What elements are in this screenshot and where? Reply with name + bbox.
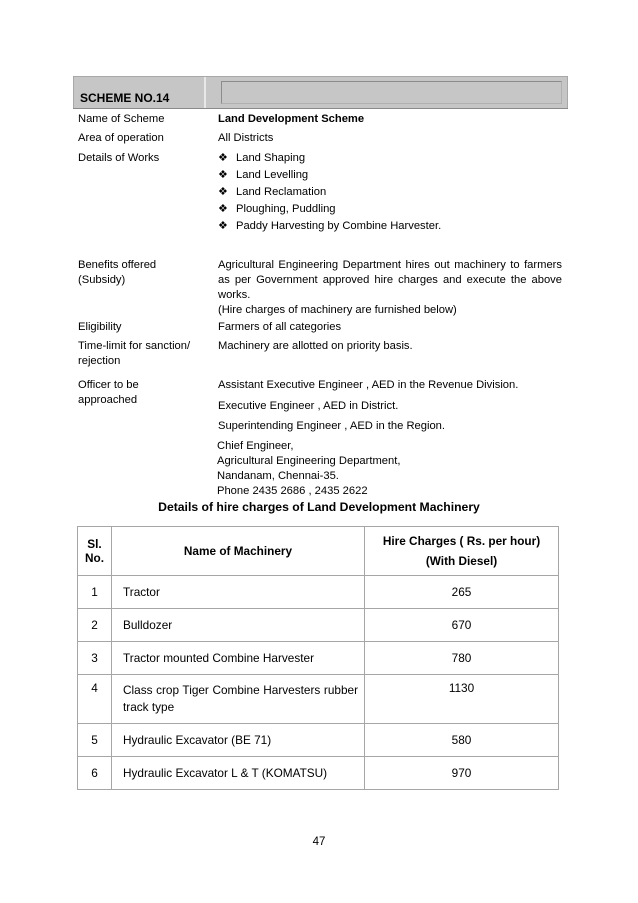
row-hire-charge: 580 [365,724,559,757]
table-row [78,675,559,724]
benefits-offered-label: Benefits offered (Subsidy) [78,259,157,286]
column-header-hire-charges: Hire Charges ( Rs. per hour) (With Diesel) [365,527,559,576]
list-item: ❖ Paddy Harvesting by Combine Harvester. [218,218,562,235]
area-of-operation-label: Area of operation [78,132,164,144]
row-sl-no: 1 [78,576,112,609]
row-machinery-name: Tractor [112,576,365,609]
hire-charges-title: Details of hire charges of Land Development Machinery [158,500,480,514]
chief-engineer-address: Chief Engineer, Agricultural Engineering Department, Nandanam, Chennai-35. Phone 2435 2686 , 2435 2622 [217,440,401,497]
name-of-scheme-label: Name of Scheme [78,113,165,125]
row-sl-no: 5 [78,724,112,757]
officer-label: Officer to be approached [78,379,139,406]
table-row [78,642,559,675]
row-hire-charge: 1130 [365,675,559,724]
time-limit-label: Time-limit for sanction/ rejection [78,340,191,367]
row-machinery-name: Hydraulic Excavator (BE 71) [112,724,365,757]
works-list [218,150,562,235]
diamond-bullet-icon: ❖ [218,203,228,215]
row-machinery-name: Class crop Tiger Combine Harvesters rubber track type [112,675,365,724]
table-row [78,757,559,790]
diamond-bullet-icon: ❖ [218,169,228,181]
row-sl-no: 4 [78,675,112,724]
row-hire-charge: 265 [365,576,559,609]
time-limit-value: Machinery are allotted on priority basis. [218,340,413,352]
row-sl-no: 3 [78,642,112,675]
eligibility-label: Eligibility [78,321,122,333]
diamond-bullet-icon: ❖ [218,152,228,164]
officer-line-ee: Executive Engineer , AED in District. [218,400,399,412]
header-divider [73,108,568,109]
table-row [78,609,559,642]
eligibility-value: Farmers of all categories [218,321,342,333]
table-header-row [78,527,559,576]
row-sl-no: 6 [78,757,112,790]
row-machinery-name: Hydraulic Excavator L & T (KOMATSU) [112,757,365,790]
hire-charges-table [77,526,559,790]
row-hire-charge: 970 [365,757,559,790]
benefits-offered-value: Agricultural Engineering Department hires out machinery to farmers as per Government approved hire charges and execute the above works. (Hire charges of machinery are furnished below) [218,259,562,316]
row-sl-no: 2 [78,609,112,642]
details-of-works-label: Details of Works [78,152,160,164]
table-row [78,576,559,609]
name-of-scheme-value: Land Development Scheme [218,113,365,125]
scheme-header-right-cell [221,81,562,104]
row-hire-charge: 670 [365,609,559,642]
column-header-sl-no: Sl. No. [78,527,112,576]
row-machinery-name: Tractor mounted Combine Harvester [112,642,365,675]
diamond-bullet-icon: ❖ [218,220,228,232]
page-number: 47 [312,836,326,848]
diamond-bullet-icon: ❖ [218,186,228,198]
list-item: ❖ Ploughing, Puddling [218,201,562,218]
list-item: ❖ Land Reclamation [218,184,562,201]
officer-line-se: Superintending Engineer , AED in the Region. [218,420,446,432]
list-item: ❖ Land Levelling [218,167,562,184]
table-row [78,724,559,757]
row-machinery-name: Bulldozer [112,609,365,642]
area-of-operation-value: All Districts [218,132,274,144]
list-item: ❖ Land Shaping [218,150,562,167]
scheme-number: SCHEME NO.14 [80,91,170,105]
column-header-machinery: Name of Machinery [112,527,365,576]
officer-line-aee: Assistant Executive Engineer , AED in the Revenue Division. [218,379,519,391]
row-hire-charge: 780 [365,642,559,675]
